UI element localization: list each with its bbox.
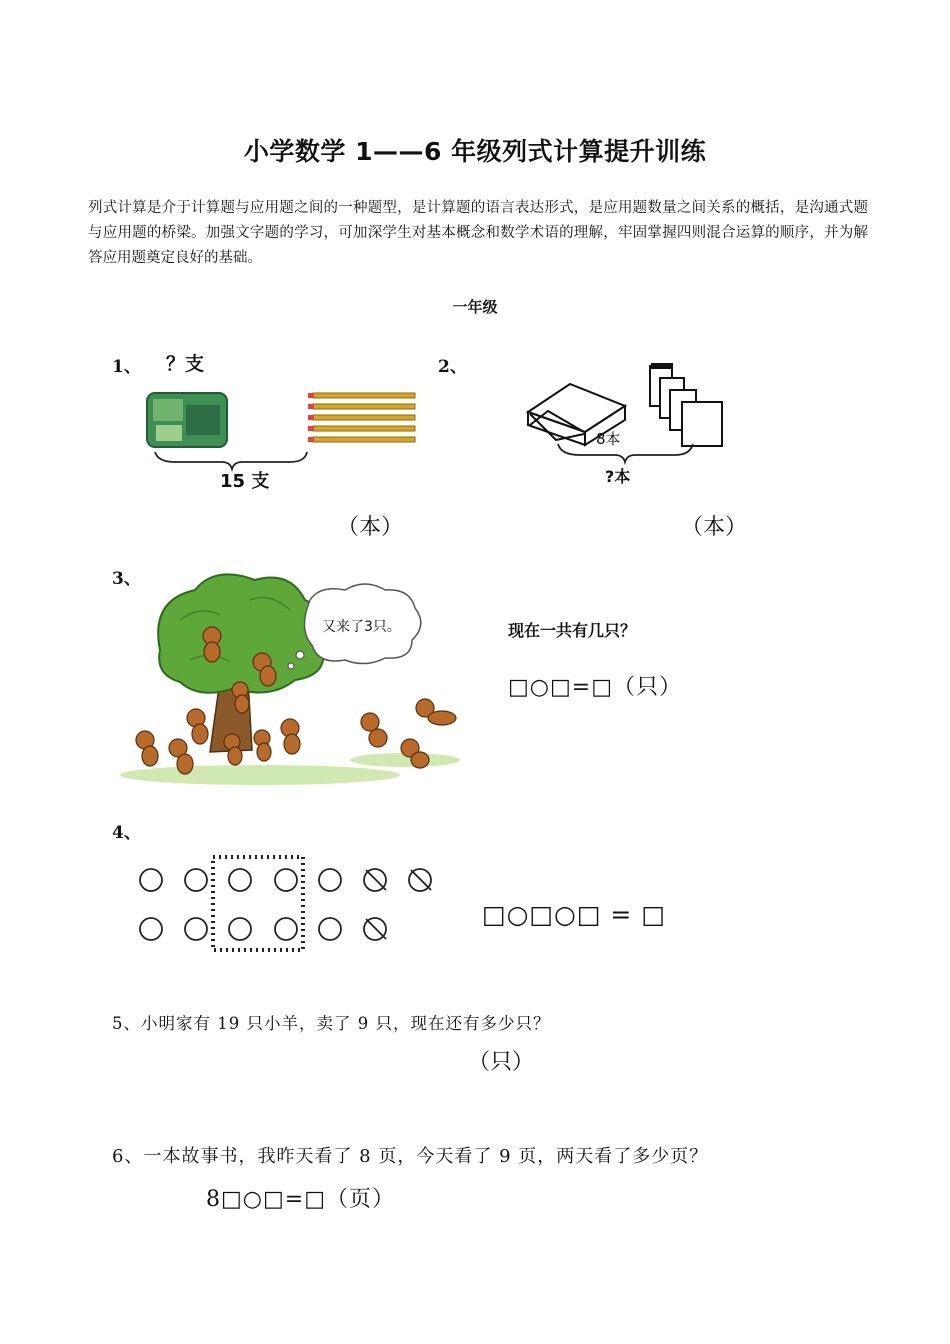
q1-top-label: ？支: [166, 353, 205, 375]
q3-number: 3、: [112, 569, 141, 589]
q1-unit: （本）: [337, 515, 404, 540]
q6-text: 6、一本故事书，我昨天看了 8 页，今天看了 9 页，两天看了多少页？: [112, 1146, 709, 1167]
q2-unit: （本）: [681, 515, 748, 540]
q3-equation: □○□=□（只）: [508, 675, 682, 700]
q1-number: 1、: [112, 357, 141, 377]
q4-equation: □○□○□ = □: [482, 900, 666, 929]
intro-paragraph: 列式计算是介于计算题与应用题之间的一种题型，是计算题的语言表达形式，是应用题数量之间关系的概括，是沟通式题与应用题的桥梁。加强文字题的学习，可加深学生对基本概念和数学术语的理解，牢固掌握四则混合运算的顺序，并为解答应用题奠定良好的基础。: [88, 200, 868, 266]
dotted-selection-box: [213, 857, 303, 950]
q2-pack-label: 8本: [596, 430, 621, 448]
q2-total-label: ?本: [605, 467, 631, 486]
q5-unit: （只）: [468, 1050, 535, 1075]
grade-heading: 一年级: [452, 298, 498, 316]
q3-question: 现在一共有几只？: [508, 621, 637, 640]
q3-bubble-text: 又来了3只。: [322, 619, 401, 635]
q6-equation: 8□○□=□（页）: [206, 1187, 395, 1212]
q2-number: 2、: [438, 357, 467, 377]
q5-text: 5、小明家有 19 只小羊，卖了 9 只，现在还有多少只？: [112, 1014, 551, 1033]
q1-bottom-label: 15 支: [220, 471, 270, 492]
page-title: 小学数学 1——6 年级列式计算提升训练: [243, 137, 707, 166]
q4-number: 4、: [112, 823, 141, 843]
